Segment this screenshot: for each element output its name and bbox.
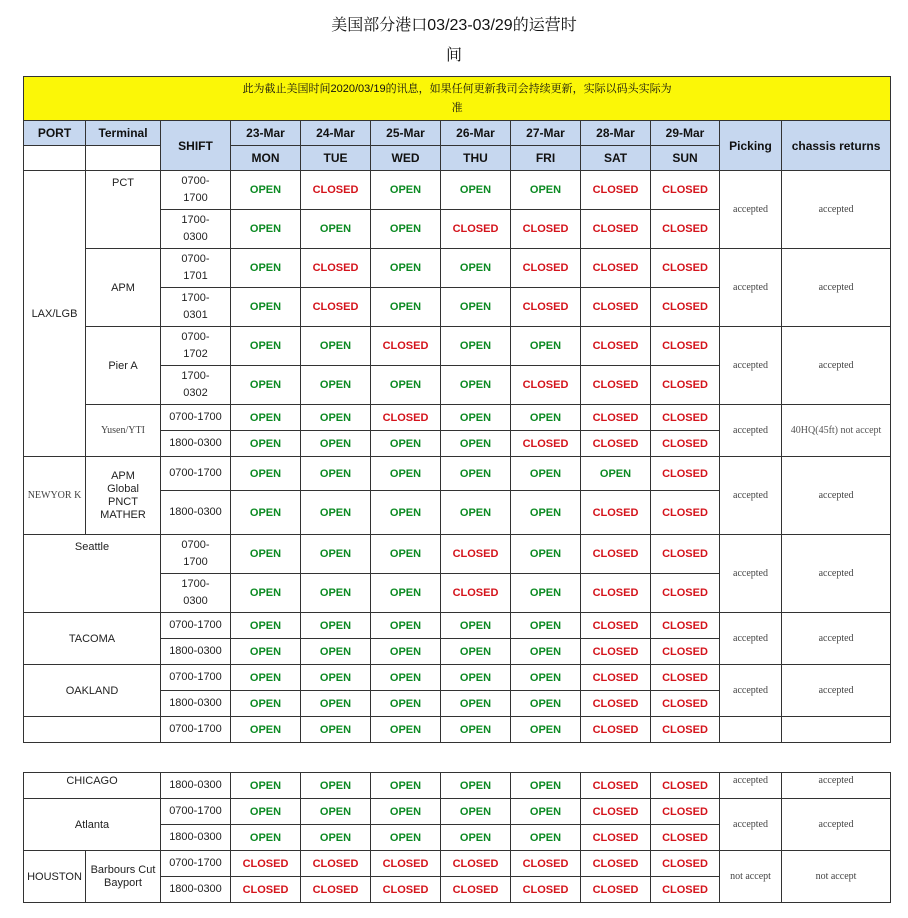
notice-row [24,77,891,121]
status-cell: OPEN [441,691,511,717]
status-cell: OPEN [301,457,371,491]
terminal-name-yusen: Yusen/YTI [86,405,161,457]
port-name-newyork: NEWYOR K [24,457,86,535]
shift-line: 0300 [183,595,208,607]
status-cell: CLOSED [581,574,651,613]
status-cell: CLOSED [581,877,651,903]
table-row [24,171,891,210]
shift-line: 0700- [181,331,210,343]
terminal-name-pct: PCT [86,171,161,249]
header-picking: Picking [720,121,782,171]
picking-cell: accepted [720,773,782,799]
status-cell: CLOSED [651,574,720,613]
status-cell: CLOSED [651,877,720,903]
status-cell: OPEN [371,366,441,405]
status-cell: OPEN [371,691,441,717]
status-cell: CLOSED [581,691,651,717]
status-cell: CLOSED [651,691,720,717]
chassis-cell: accepted [782,665,891,717]
status-cell: OPEN [231,457,301,491]
status-cell: CLOSED [441,851,511,877]
shift-line: 1700- [181,214,210,226]
picking-cell: accepted [720,327,782,405]
header-date: 24-Mar [301,121,371,146]
status-cell: OPEN [231,613,301,639]
status-cell: CLOSED [581,773,651,799]
shift-line: 1701 [183,270,208,282]
status-cell: OPEN [231,773,301,799]
shift-cell [161,574,231,613]
page-title-line-2: 间 [445,47,462,64]
table-row [24,249,891,288]
status-cell: CLOSED [511,288,581,327]
status-cell: OPEN [511,535,581,574]
chassis-cell: 40HQ(45ft) not accept [782,405,891,457]
status-cell: OPEN [441,665,511,691]
table-row [24,799,891,825]
terminal-name: Barbours Cut [90,863,156,876]
port-name-lax: LAX/LGB [24,171,86,457]
status-cell: OPEN [301,825,371,851]
status-cell: CLOSED [581,717,651,743]
picking-cell: accepted [720,457,782,535]
status-cell: OPEN [231,327,301,366]
notice-banner [24,77,891,121]
status-cell: OPEN [301,613,371,639]
status-cell: OPEN [371,535,441,574]
status-cell: OPEN [231,825,301,851]
status-cell: CLOSED [511,431,581,457]
status-cell: CLOSED [651,210,720,249]
schedule-table-continued [23,772,891,903]
status-cell: OPEN [441,613,511,639]
status-cell: OPEN [511,665,581,691]
status-cell: OPEN [441,639,511,665]
port-name-houston: HOUSTON [24,851,86,903]
shift-cell: 0700-1700 [161,851,231,877]
status-cell: OPEN [371,799,441,825]
status-cell: OPEN [441,491,511,535]
shift-cell [161,327,231,366]
page-title-line-1: 美国部分港口03/23-03/29的运营时 [331,17,577,34]
status-cell: OPEN [441,288,511,327]
terminal-name: PNCT [108,495,138,508]
table-row [24,405,891,431]
port-name-seattle: Seattle [24,535,161,613]
header-date: 25-Mar [371,121,441,146]
shift-line: 1702 [183,348,208,360]
terminal-name: MATHER [100,508,146,521]
notice-line-1: 此为截止美国时间2020/03/19的讯息，如果任何更新我司会持续更新，实际以码头实际为 [242,82,672,95]
table-row [24,535,891,574]
status-cell: OPEN [511,691,581,717]
schedule-table [23,76,891,743]
picking-cell: accepted [720,171,782,249]
shift-cell: 1800-0300 [161,639,231,665]
status-cell: OPEN [371,210,441,249]
chassis-cell: accepted [782,457,891,535]
status-cell: OPEN [441,717,511,743]
status-cell: OPEN [301,431,371,457]
status-cell: CLOSED [651,665,720,691]
status-cell: CLOSED [301,877,371,903]
status-cell: CLOSED [581,327,651,366]
terminal-name: APM [111,469,135,482]
status-cell: OPEN [231,799,301,825]
status-cell: OPEN [511,717,581,743]
status-cell: OPEN [441,431,511,457]
status-cell: CLOSED [651,639,720,665]
terminal-name: Bayport [104,876,142,889]
chassis-cell: accepted [782,799,891,851]
header-day: SUN [651,146,720,171]
terminal-name: Global [107,482,139,495]
shift-line: 1700 [183,192,208,204]
status-cell: OPEN [371,639,441,665]
shift-cell: 0700-1700 [161,799,231,825]
chassis-cell: accepted [782,249,891,327]
status-cell: OPEN [371,288,441,327]
status-cell: OPEN [301,691,371,717]
status-cell: CLOSED [581,288,651,327]
picking-cell: accepted [720,249,782,327]
status-cell: OPEN [231,491,301,535]
status-cell: CLOSED [651,171,720,210]
status-cell: CLOSED [301,851,371,877]
picking-cell [720,717,782,743]
port-name-atlanta: Atlanta [24,799,161,851]
table-row [24,773,891,799]
shift-cell: 1800-0300 [161,773,231,799]
status-cell: OPEN [231,717,301,743]
status-cell: OPEN [231,691,301,717]
status-cell: OPEN [231,171,301,210]
status-cell: OPEN [511,773,581,799]
status-cell: CLOSED [651,717,720,743]
status-cell: CLOSED [581,366,651,405]
chassis-cell: not accept [782,851,891,903]
status-cell: OPEN [231,405,301,431]
status-cell: CLOSED [651,366,720,405]
shift-cell: 1800-0300 [161,877,231,903]
header-date: 28-Mar [581,121,651,146]
status-cell: OPEN [231,366,301,405]
header-day: TUE [301,146,371,171]
status-cell: CLOSED [651,851,720,877]
status-cell: OPEN [511,405,581,431]
status-cell: CLOSED [441,574,511,613]
status-cell: CLOSED [651,457,720,491]
status-cell: CLOSED [581,405,651,431]
shift-cell [161,171,231,210]
header-date: 27-Mar [511,121,581,146]
status-cell: OPEN [441,366,511,405]
status-cell: OPEN [511,799,581,825]
status-cell: OPEN [371,491,441,535]
shift-line: 0700- [181,253,210,265]
status-cell: CLOSED [651,825,720,851]
status-cell: CLOSED [371,851,441,877]
table-row [24,665,891,691]
status-cell: OPEN [441,825,511,851]
status-cell: OPEN [231,288,301,327]
status-cell: CLOSED [581,825,651,851]
status-cell: OPEN [371,457,441,491]
status-cell: CLOSED [581,665,651,691]
header-date: 26-Mar [441,121,511,146]
header-shift: SHIFT [161,121,231,171]
status-cell: OPEN [301,327,371,366]
port-name-oakland: OAKLAND [24,665,161,717]
picking-cell: accepted [720,799,782,851]
shift-line: 1700 [183,556,208,568]
port-name-chicago: CHICAGO [24,773,161,799]
picking-cell: accepted [720,665,782,717]
status-cell: OPEN [301,535,371,574]
status-cell: CLOSED [651,535,720,574]
table-row [24,851,891,877]
status-cell: OPEN [371,825,441,851]
status-cell: CLOSED [511,851,581,877]
status-cell: OPEN [511,613,581,639]
shift-cell [161,249,231,288]
chassis-cell: accepted [782,327,891,405]
status-cell: CLOSED [581,535,651,574]
status-cell: OPEN [301,773,371,799]
picking-cell: accepted [720,535,782,613]
chassis-cell: accepted [782,171,891,249]
status-cell: CLOSED [581,851,651,877]
status-cell: OPEN [441,327,511,366]
status-cell: OPEN [371,171,441,210]
shift-line: 0302 [183,387,208,399]
picking-cell: accepted [720,405,782,457]
shift-line: 0300 [183,231,208,243]
header-chassis-returns: chassis returns [782,121,891,171]
shift-cell: 1800-0300 [161,491,231,535]
status-cell: CLOSED [651,773,720,799]
status-cell: OPEN [231,249,301,288]
status-cell: CLOSED [651,288,720,327]
header-day: MON [231,146,301,171]
status-cell: OPEN [371,773,441,799]
header-row-dates [24,121,891,146]
status-cell: CLOSED [441,535,511,574]
status-cell: CLOSED [581,431,651,457]
status-cell: OPEN [371,249,441,288]
status-cell: CLOSED [651,491,720,535]
shift-cell [161,535,231,574]
status-cell: CLOSED [581,639,651,665]
status-cell: OPEN [301,665,371,691]
status-cell: CLOSED [511,249,581,288]
status-cell: CLOSED [371,405,441,431]
status-cell: OPEN [441,799,511,825]
status-cell: OPEN [371,717,441,743]
shift-line: 1700- [181,292,210,304]
chassis-cell: accepted [782,535,891,613]
terminal-names-houston [86,851,161,903]
status-cell: OPEN [301,366,371,405]
header-date: 23-Mar [231,121,301,146]
status-cell: CLOSED [651,431,720,457]
shift-line: 1700- [181,578,210,590]
status-cell: CLOSED [441,210,511,249]
status-cell: CLOSED [581,249,651,288]
status-cell: OPEN [441,405,511,431]
terminal-names-newyork [86,457,161,535]
status-cell: OPEN [371,665,441,691]
status-cell: CLOSED [651,613,720,639]
status-cell: OPEN [231,535,301,574]
status-cell: OPEN [511,457,581,491]
shift-cell: 0700-1700 [161,405,231,431]
header-day: SAT [581,146,651,171]
port-name-tacoma: TACOMA [24,613,161,665]
shift-cell [161,366,231,405]
status-cell: CLOSED [581,613,651,639]
shift-line: 0700- [181,175,210,187]
status-cell: CLOSED [581,210,651,249]
chassis-cell: accepted [782,773,891,799]
status-cell: CLOSED [231,877,301,903]
shift-cell: 0700-1700 [161,665,231,691]
status-cell: CLOSED [651,405,720,431]
status-cell: CLOSED [581,799,651,825]
status-cell: OPEN [301,639,371,665]
table-row [24,613,891,639]
notice-line-2: 准 [451,101,463,114]
status-cell: CLOSED [231,851,301,877]
status-cell: CLOSED [511,210,581,249]
status-cell: CLOSED [301,288,371,327]
status-cell: OPEN [511,171,581,210]
status-cell: CLOSED [511,877,581,903]
header-port: PORT [24,121,86,146]
chassis-cell: accepted [782,613,891,665]
shift-cell: 0700-1700 [161,717,231,743]
status-cell: OPEN [231,431,301,457]
header-terminal: Terminal [86,121,161,146]
status-cell: CLOSED [371,877,441,903]
status-cell: CLOSED [371,327,441,366]
table-row [24,327,891,366]
status-cell: OPEN [441,457,511,491]
status-cell: OPEN [301,717,371,743]
header-day: FRI [511,146,581,171]
shift-line: 0700- [181,539,210,551]
status-cell: CLOSED [651,799,720,825]
status-cell: OPEN [231,574,301,613]
shift-cell [161,288,231,327]
shift-line: 1700- [181,370,210,382]
header-day: THU [441,146,511,171]
status-cell: OPEN [231,665,301,691]
shift-line: 0301 [183,309,208,321]
status-cell: OPEN [231,210,301,249]
status-cell: OPEN [301,799,371,825]
status-cell: OPEN [441,171,511,210]
status-cell: CLOSED [441,877,511,903]
status-cell: CLOSED [301,249,371,288]
terminal-name-apm: APM [86,249,161,327]
status-cell: OPEN [301,574,371,613]
status-cell: OPEN [301,210,371,249]
header-blank [24,146,86,171]
status-cell: CLOSED [651,327,720,366]
status-cell: OPEN [511,491,581,535]
shift-cell [161,210,231,249]
terminal-name-pier-a: Pier A [86,327,161,405]
chassis-cell [782,717,891,743]
picking-cell: not accept [720,851,782,903]
status-cell: OPEN [371,574,441,613]
table-row [24,717,891,743]
status-cell: OPEN [231,639,301,665]
shift-cell: 0700-1700 [161,457,231,491]
status-cell: OPEN [511,825,581,851]
shift-cell: 1800-0300 [161,691,231,717]
status-cell: OPEN [511,574,581,613]
header-date: 29-Mar [651,121,720,146]
status-cell: OPEN [581,457,651,491]
status-cell: OPEN [511,639,581,665]
status-cell: OPEN [301,491,371,535]
shift-cell: 1800-0300 [161,825,231,851]
status-cell: CLOSED [511,366,581,405]
header-day: WED [371,146,441,171]
status-cell: CLOSED [581,171,651,210]
table-row [24,457,891,491]
status-cell: CLOSED [301,171,371,210]
status-cell: OPEN [371,431,441,457]
status-cell: CLOSED [581,491,651,535]
status-cell: OPEN [441,773,511,799]
status-cell: CLOSED [651,249,720,288]
status-cell: OPEN [371,613,441,639]
picking-cell: accepted [720,613,782,665]
shift-cell: 1800-0300 [161,431,231,457]
status-cell: OPEN [301,405,371,431]
header-blank [86,146,161,171]
status-cell: OPEN [511,327,581,366]
shift-cell: 0700-1700 [161,613,231,639]
status-cell: OPEN [441,249,511,288]
port-name-blank [24,717,161,743]
